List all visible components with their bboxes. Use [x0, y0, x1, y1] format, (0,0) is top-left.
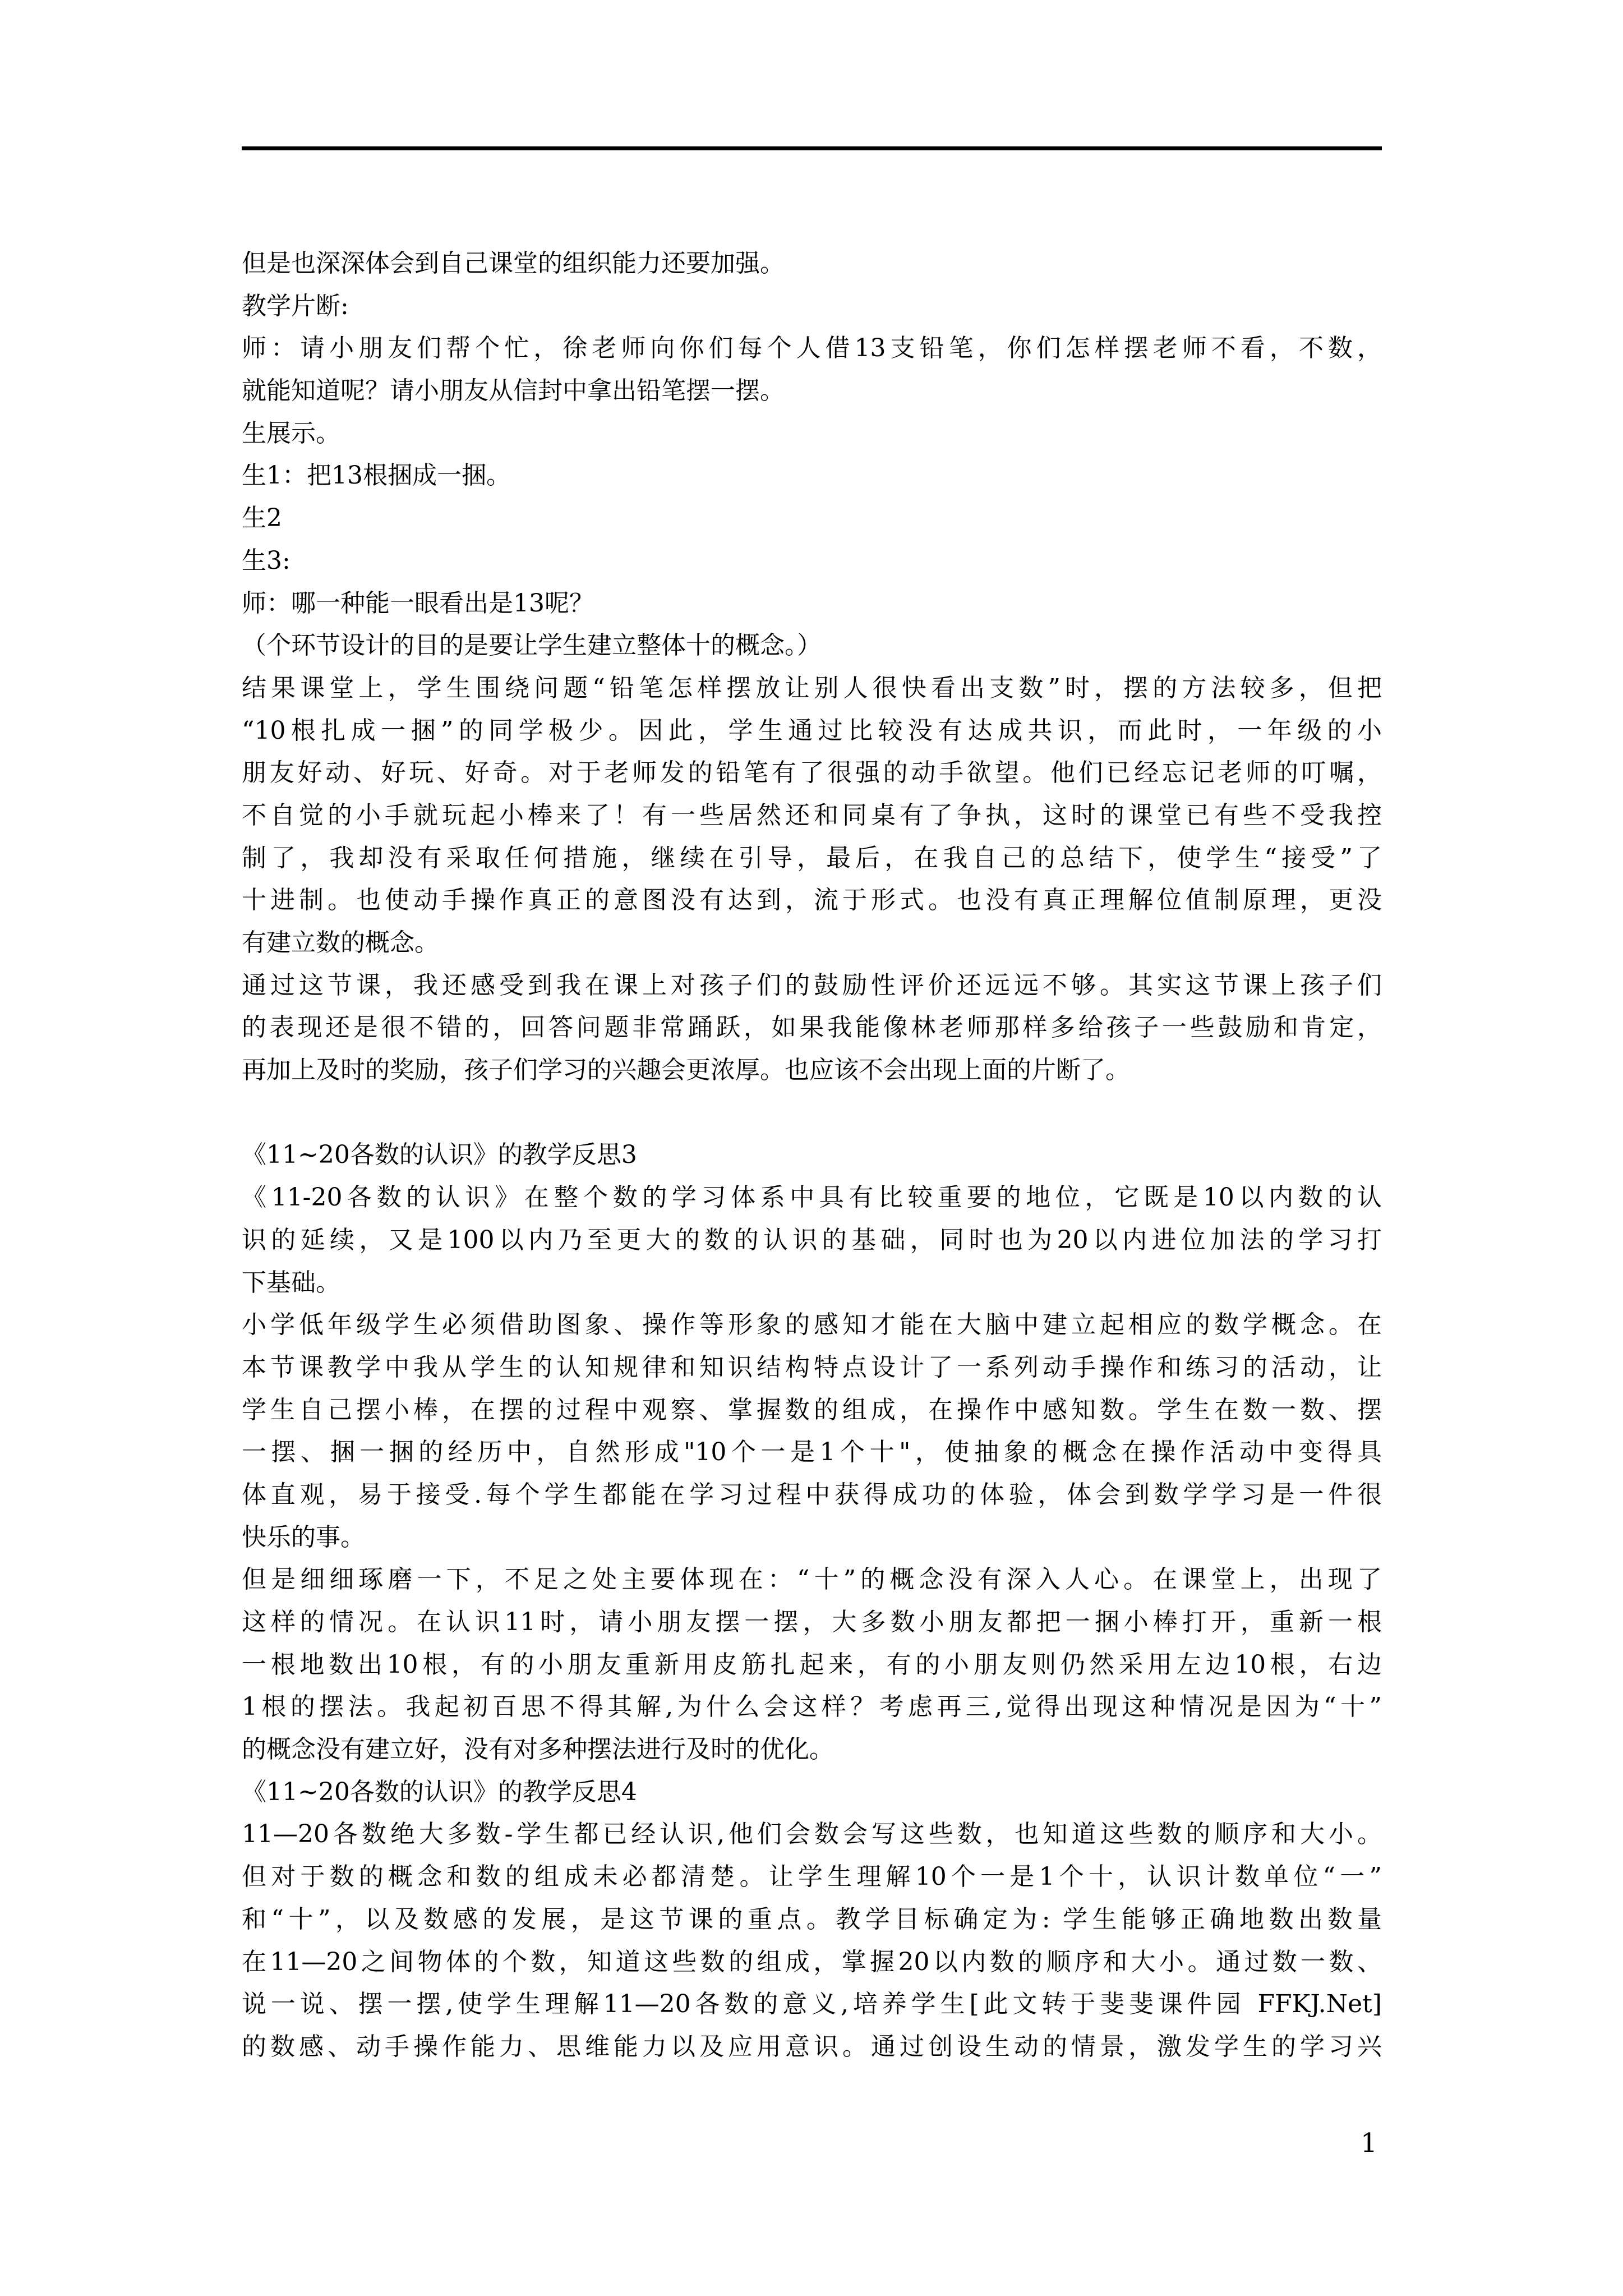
text-line: 生1：把13根捆成一捆。	[242, 461, 511, 490]
text-line: 师：请小朋友们帮个忙，徐老师向你们每个人借13支铅笔，你们怎样摆老师不看，不数，	[242, 334, 1382, 363]
text-line: 一根地数出10根，有的小朋友重新用皮筋扎起来，有的小朋友则仍然采用左边10根，右边	[242, 1650, 1382, 1679]
text-line: 再加上及时的奖励，孩子们学习的兴趣会更浓厚。也应该不会出现上面的片断了。	[242, 1056, 1130, 1085]
text-line: 但是也深深体会到自己课堂的组织能力还要加强。	[242, 249, 785, 278]
text-line: 的表现还是很不错的，回答问题非常踊跃，如果我能像林老师那样多给孩子一些鼓励和肯定，	[242, 1013, 1382, 1042]
text-line: 十进制。也使动手操作真正的意图没有达到，流于形式。也没有真正理解位值制原理，更没	[242, 886, 1382, 915]
blank-line	[242, 1092, 1382, 1134]
text-line: “10根扎成一捆”的同学极少。因此，学生通过比较没有达成共识，而此时，一年级的小	[242, 716, 1382, 745]
document-body	[242, 242, 1382, 2068]
header-rule	[242, 146, 1382, 150]
text-line: 的数感、动手操作能力、思维能力以及应用意识。通过创设生动的情景，激发学生的学习兴	[242, 2032, 1382, 2061]
text-line: 快乐的事。	[242, 1522, 365, 1552]
text-line: 《11~20各数的认识》的教学反思3	[242, 1140, 637, 1170]
text-line: 小学低年级学生必须借助图象、操作等形象的感知才能在大脑中建立起相应的数学概念。在	[242, 1310, 1382, 1340]
text-line: 不自觉的小手就玩起小棒来了！有一些居然还和同桌有了争执，这时的课堂已有些不受我控	[242, 800, 1382, 830]
text-line: 一摆、捆一捆的经历中，自然形成"10个一是1个十"，使抽象的概念在操作活动中变得具	[242, 1438, 1382, 1467]
text-line: 说一说、摆一摆,使学生理解11—20各数的意义,培养学生[此文转于斐斐课件园 FFKJ.Net]	[242, 1990, 1382, 2019]
text-line: 通过这节课，我还感受到我在课上对孩子们的鼓励性评价还远远不够。其实这节课上孩子们	[242, 970, 1382, 1000]
text-line: 生2	[242, 504, 282, 533]
text-line: 但对于数的概念和数的组成未必都清楚。让学生理解10个一是1个十，认识计数单位“一”	[242, 1862, 1382, 1892]
text-line: 的概念没有建立好，没有对多种摆法进行及时的优化。	[242, 1735, 834, 1764]
text-line: 本节课教学中我从学生的认知规律和知识结构特点设计了一系列动手操作和练习的活动，让	[242, 1352, 1382, 1382]
text-line: 朋友好动、好玩、好奇。对于老师发的铅笔有了很强的动手欲望。他们已经忘记老师的叮嘱，	[242, 758, 1382, 788]
text-line: 制了，我却没有采取任何措施，继续在引导，最后，在我自己的总结下，使学生“接受”了	[242, 843, 1382, 872]
text-line: 有建立数的概念。	[242, 928, 439, 957]
text-line: 但是细细琢磨一下，不足之处主要体现在：“十”的概念没有深入人心。在课堂上，出现了	[242, 1565, 1382, 1594]
text-line: 生3:	[242, 546, 291, 575]
text-line: 识的延续，又是100以内乃至更大的数的认识的基础，同时也为20以内进位加法的学习打	[242, 1225, 1382, 1254]
text-line: 就能知道呢？请小朋友从信封中拿出铅笔摆一摆。	[242, 376, 785, 406]
text-line: 结果课堂上，学生围绕问题“铅笔怎样摆放让别人很快看出支数”时，摆的方法较多，但把	[242, 673, 1382, 702]
text-line: 生展示。	[242, 418, 340, 448]
text-line: 和“十”，以及数感的发展，是这节课的重点。教学目标确定为: 学生能够正确地数出数量	[242, 1904, 1382, 1934]
page-number: 1	[1361, 2128, 1377, 2159]
text-line: （个环节设计的目的是要让学生建立整体十的概念。）	[242, 631, 822, 660]
text-line: 《11-20各数的认识》在整个数的学习体系中具有比较重要的地位，它既是10以内数的认	[242, 1183, 1382, 1212]
text-line: 1根的摆法。我起初百思不得其解,为什么会这样？考虑再三,觉得出现这种情况是因为“十”	[242, 1692, 1382, 1722]
text-line: 在11—20之间物体的个数，知道这些数的组成，掌握20以内数的顺序和大小。通过数一数、	[242, 1947, 1382, 1976]
text-line: 《11~20各数的认识》的教学反思4	[242, 1777, 637, 1806]
text-line: 11—20各数绝大多数-学生都已经认识,他们会数会写这些数，也知道这些数的顺序和大小。	[242, 1820, 1382, 1849]
text-line: 下基础。	[242, 1268, 340, 1297]
text-line: 教学片断:	[242, 291, 349, 320]
text-line: 体直观，易于接受.每个学生都能在学习过程中获得成功的体验，体会到数学学习是一件很	[242, 1480, 1382, 1509]
text-line: 这样的情况。在认识11时，请小朋友摆一摆，大多数小朋友都把一捆小棒打开，重新一根	[242, 1608, 1382, 1636]
text-line: 学生自己摆小棒，在摆的过程中观察、掌握数的组成，在操作中感知数。学生在数一数、摆	[242, 1395, 1382, 1424]
text-line: 师：哪一种能一眼看出是13呢？	[242, 588, 594, 618]
